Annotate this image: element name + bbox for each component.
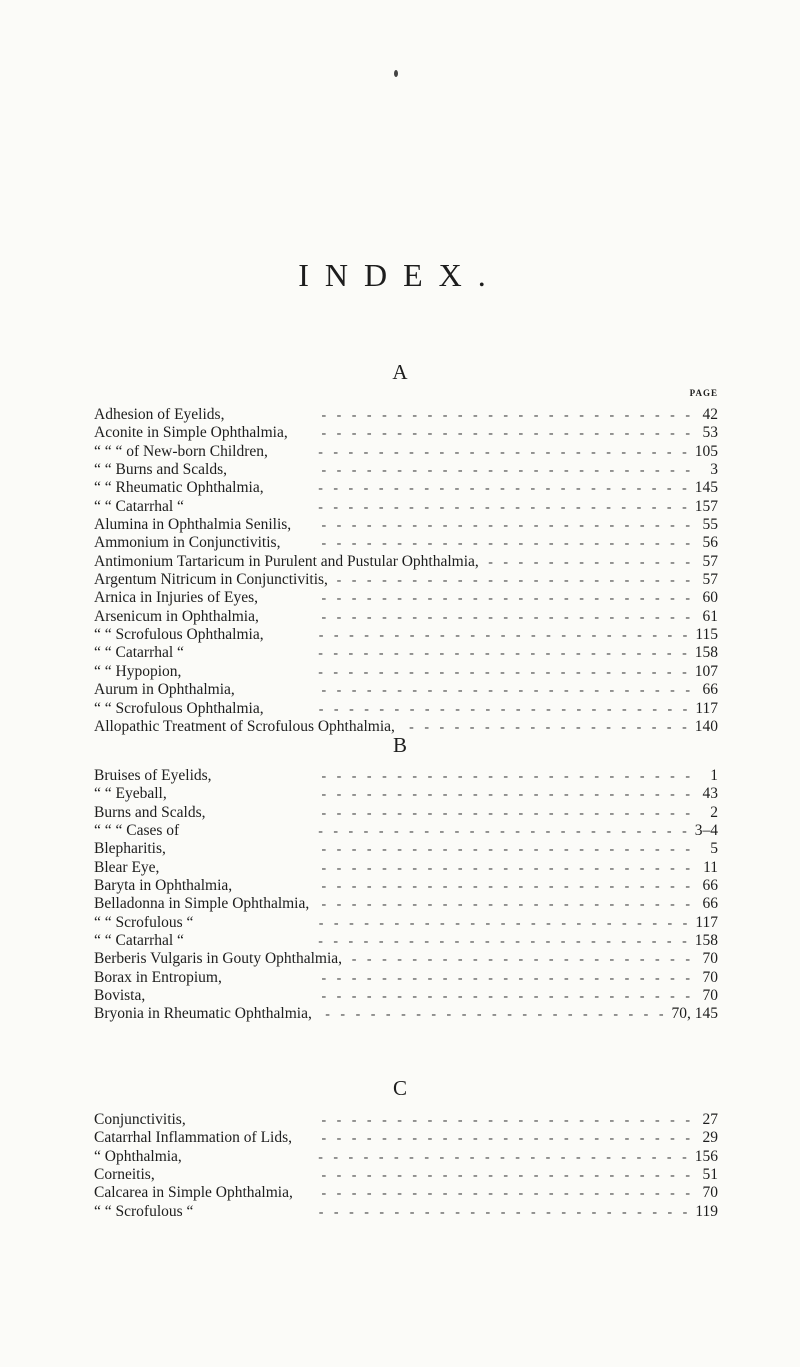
index-entry <box>94 950 718 968</box>
entry-page-number: 70 <box>702 987 718 1005</box>
entry-page-number: 3 <box>710 461 718 479</box>
index-entry <box>94 859 718 877</box>
entry-page-number: 119 <box>695 1202 718 1220</box>
index-entry <box>94 406 718 424</box>
index-entry <box>94 1148 718 1166</box>
entry-page-number: 70, 145 <box>671 1005 718 1023</box>
index-entry <box>94 461 718 479</box>
entry-page-number: 27 <box>702 1111 718 1128</box>
entry-page-number: 70 <box>702 950 718 968</box>
entry-page-number: 11 <box>703 858 718 876</box>
entry-page-number: 145 <box>694 479 718 497</box>
dot-leader <box>240 879 690 895</box>
section-b-entries <box>94 767 718 1024</box>
index-entry <box>94 1203 718 1221</box>
ink-mark <box>394 70 398 77</box>
entry-text: “ “ Catarrhal “ <box>94 644 184 662</box>
section-c-entries <box>94 1111 718 1221</box>
entry-page-number: 29 <box>702 1129 718 1147</box>
section-letter-c: C <box>392 1076 407 1100</box>
entry-page-number: 66 <box>702 877 718 895</box>
entry-text: “ “ “ of New-born Children, <box>94 442 268 460</box>
dot-leader <box>167 861 690 877</box>
section-letter-a: A <box>392 360 408 384</box>
entry-text: “ “ Catarrhal “ <box>94 497 184 515</box>
index-entry <box>94 1111 718 1129</box>
entry-text: “ “ Scrofulous “ <box>94 913 194 931</box>
entry-page-number: 140 <box>694 717 718 735</box>
entry-page-number: 61 <box>702 607 718 625</box>
index-entry <box>94 479 718 497</box>
dot-leader <box>320 1007 664 1023</box>
entry-page-number: 53 <box>702 424 718 442</box>
index-entry <box>94 700 718 718</box>
index-entry <box>94 969 718 987</box>
entry-text: “ Ophthalmia, <box>94 1147 182 1165</box>
entry-text: “ “ Hypopion, <box>94 662 182 680</box>
index-entry <box>94 571 718 589</box>
dot-leader <box>288 536 690 552</box>
entry-text: Blear Eye, <box>94 858 160 876</box>
entry-page-number: 66 <box>702 681 718 699</box>
entry-page-number: 158 <box>694 932 718 950</box>
entry-page-number: 157 <box>694 497 718 515</box>
entry-text: “ “ Catarrhal “ <box>94 932 184 950</box>
dot-leader <box>267 610 690 626</box>
index-entry <box>94 608 718 626</box>
index-entry <box>94 840 718 858</box>
dot-leader <box>192 646 687 662</box>
index-entry <box>94 534 718 552</box>
dot-leader <box>272 628 688 644</box>
dot-leader <box>232 408 690 424</box>
index-entry <box>94 626 718 644</box>
dot-leader <box>317 897 690 913</box>
dot-leader <box>243 683 690 699</box>
index-entry <box>94 1184 718 1202</box>
entry-page-number: 3–4 <box>694 822 718 840</box>
dot-leader <box>272 481 687 497</box>
entry-text: Bovista, <box>94 987 146 1005</box>
dot-leader <box>163 1168 690 1184</box>
entry-text: Berberis Vulgaris in Gouty Ophthalmia, <box>94 950 343 968</box>
page-column-label: PAGE <box>689 388 718 398</box>
entry-text: Corneitis, <box>94 1166 155 1184</box>
index-entry <box>94 663 718 681</box>
entry-page-number: 43 <box>702 785 718 803</box>
entry-text: Calcarea in Simple Ophthalmia, <box>94 1184 293 1202</box>
dot-leader <box>175 787 690 803</box>
entry-page-number: 156 <box>694 1147 718 1165</box>
entry-page-number: 56 <box>702 534 718 552</box>
entry-page-number: 1 <box>710 767 718 784</box>
entry-text: Arnica in Injuries of Eyes, <box>94 589 258 607</box>
entry-text: Argentum Nitricum in Conjunctivitis, <box>94 571 328 589</box>
dot-leader <box>189 665 686 681</box>
entry-text: Alumina in Ophthalmia Senilis, <box>94 516 292 534</box>
dot-leader <box>201 916 687 932</box>
index-entry <box>94 914 718 932</box>
entry-page-number: 70 <box>702 1184 718 1202</box>
entry-text: “ “ Scrofulous Ophthalmia, <box>94 699 264 717</box>
entry-text: “ “ “ Cases of <box>94 822 180 840</box>
index-entry <box>94 644 718 662</box>
entry-text: Catarrhal Inflammation of Lids, <box>94 1129 292 1147</box>
index-entry <box>94 424 718 442</box>
index-entry <box>94 1129 718 1147</box>
dot-leader <box>272 702 688 718</box>
section-a-entries <box>94 406 718 736</box>
entry-text: Borax in Entropium, <box>94 968 222 986</box>
page-title: INDEX. <box>298 257 502 294</box>
entry-text: Bruises of Eyelids, <box>94 767 212 784</box>
index-entry <box>94 877 718 895</box>
index-entry <box>94 785 718 803</box>
section-letter-b: B <box>392 733 407 757</box>
entry-text: “ “ Scrofulous “ <box>94 1202 194 1220</box>
dot-leader <box>174 842 690 858</box>
dot-leader <box>194 1113 690 1129</box>
entry-page-number: 55 <box>702 516 718 534</box>
entry-page-number: 51 <box>702 1166 718 1184</box>
entry-page-number: 117 <box>695 699 718 717</box>
dot-leader <box>350 952 690 968</box>
entry-page-number: 2 <box>710 803 718 821</box>
dot-leader <box>192 500 687 516</box>
entry-text: “ “ Eyeball, <box>94 785 167 803</box>
entry-text: “ “ Rheumatic Ophthalmia, <box>94 479 264 497</box>
entry-page-number: 66 <box>702 895 718 913</box>
entry-page-number: 57 <box>702 552 718 570</box>
index-entry <box>94 895 718 913</box>
entry-text: Aconite in Simple Ophthalmia, <box>94 424 288 442</box>
dot-leader <box>235 463 690 479</box>
dot-leader <box>214 806 690 822</box>
dot-leader <box>187 824 687 840</box>
dot-leader <box>190 1150 687 1166</box>
dot-leader <box>301 1186 690 1202</box>
dot-leader <box>300 1131 690 1147</box>
dot-leader <box>220 769 690 785</box>
dot-leader <box>336 573 690 589</box>
index-entry <box>94 1005 718 1023</box>
entry-text: Antimonium Tartaricum in Purulent and Pustular Ophthalmia, <box>94 552 479 570</box>
entry-text: Bryonia in Rheumatic Ophthalmia, <box>94 1005 312 1023</box>
index-entry <box>94 681 718 699</box>
dot-leader <box>276 445 687 461</box>
index-entry <box>94 767 718 785</box>
entry-page-number: 115 <box>695 626 718 644</box>
entry-text: Allopathic Treatment of Scrofulous Ophthalmia, <box>94 717 395 735</box>
index-entry <box>94 987 718 1005</box>
entry-text: Belladonna in Simple Ophthalmia, <box>94 895 310 913</box>
entry-page-number: 57 <box>702 571 718 589</box>
dot-leader <box>153 989 690 1005</box>
entry-text: Ammonium in Conjunctivitis, <box>94 534 281 552</box>
dot-leader <box>296 426 690 442</box>
index-entry <box>94 589 718 607</box>
entry-text: Burns and Scalds, <box>94 803 206 821</box>
entry-text: Aurum in Ophthalmia, <box>94 681 235 699</box>
entry-page-number: 158 <box>694 644 718 662</box>
index-entry <box>94 1166 718 1184</box>
index-entry <box>94 553 718 571</box>
dot-leader <box>201 1205 687 1221</box>
entry-page-number: 42 <box>702 406 718 423</box>
index-entry <box>94 822 718 840</box>
entry-page-number: 117 <box>695 913 718 931</box>
entry-page-number: 70 <box>702 968 718 986</box>
entry-page-number: 60 <box>702 589 718 607</box>
entry-page-number: 105 <box>694 442 718 460</box>
dot-leader <box>266 591 690 607</box>
entry-text: Conjunctivitis, <box>94 1111 186 1128</box>
entry-page-number: 5 <box>710 840 718 858</box>
entry-text: Arsenicum in Ophthalmia, <box>94 607 259 625</box>
entry-text: “ “ Scrofulous Ophthalmia, <box>94 626 264 644</box>
dot-leader <box>192 934 687 950</box>
index-entry <box>94 804 718 822</box>
dot-leader <box>487 555 690 571</box>
index-entry <box>94 443 718 461</box>
dot-leader <box>299 518 690 534</box>
entry-page-number: 107 <box>694 662 718 680</box>
index-entry <box>94 516 718 534</box>
dot-leader <box>230 971 690 987</box>
entry-text: Adhesion of Eyelids, <box>94 406 225 423</box>
index-entry <box>94 498 718 516</box>
entry-text: Baryta in Ophthalmia, <box>94 877 233 895</box>
index-entry <box>94 932 718 950</box>
entry-text: Blepharitis, <box>94 840 166 858</box>
entry-text: “ “ Burns and Scalds, <box>94 461 228 479</box>
